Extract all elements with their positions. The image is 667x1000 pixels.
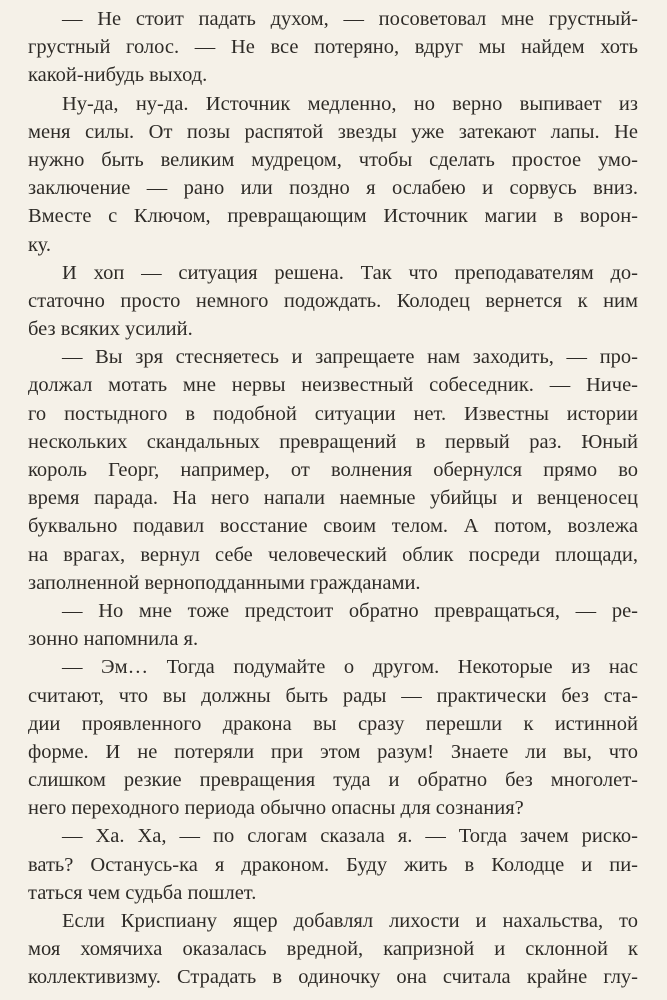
text-line: нескольких скандальных превращений в первый раз. Юный <box>28 430 638 453</box>
text-line: Если Криспиану ящер добавлял лихости и нахальства, то <box>62 910 638 932</box>
text-line: го постыдного в подобной ситуации нет. Известны истории <box>28 402 638 425</box>
text-line: — Не стоит падать духом, — посоветовал мне грустный- <box>62 8 638 30</box>
text-line: грустный голос. — Не все потеряно, вдруг мы найдем хоть <box>28 36 638 59</box>
text-line: считают, что вы должны быть рады — практически без ста- <box>28 684 638 707</box>
paragraph <box>28 653 638 822</box>
text-line: него переходного периода обычно опасны для сознания? <box>28 797 524 820</box>
text-line: таться чем судьба пошлет. <box>28 881 257 904</box>
paragraph <box>28 597 638 653</box>
text-line: без всяких усилий. <box>28 318 193 341</box>
text-line: статочно просто немного подождать. Колодец вернется к ним <box>28 289 638 312</box>
text-line: коллективизму. Страдать в одиночку она считала крайне глу- <box>28 966 638 989</box>
text-line: — Ха. Ха, — по слогам сказала я. — Тогда зачем риско- <box>62 825 638 848</box>
text-line: вать? Останусь-ка я драконом. Буду жить в Колодце и пи- <box>28 853 638 876</box>
text-line: меня силы. От позы распятой звезды уже затекают лапы. Не <box>28 120 638 143</box>
text-line: нужно быть великим мудрецом, чтобы сделать простое умо- <box>28 148 638 171</box>
text-line: буквально подавил восстание своим телом. А потом, возлежа <box>28 515 638 538</box>
text-line: какой-нибудь выход. <box>28 64 208 87</box>
text-line: король Георг, например, от волнения обернулся прямо во <box>28 459 638 481</box>
text-line: — Вы зря стесняетесь и запрещаете нам заходить, — про- <box>62 346 638 369</box>
text-line: — Эм… Тогда подумайте о другом. Некоторые из нас <box>62 656 638 679</box>
text-line: Вместе с Ключом, превращающим Источник магии в ворон- <box>28 205 638 228</box>
paragraph <box>28 5 638 90</box>
paragraph <box>28 259 638 344</box>
text-line: слишком резкие превращения туда и обратно без многолет- <box>28 769 638 792</box>
text-line: должал мотать мне нервы неизвестный собеседник. — Ниче- <box>28 374 638 397</box>
paragraph <box>28 907 638 992</box>
paragraph <box>28 822 638 907</box>
text-line: Ну-да, ну-да. Источник медленно, но верно выпивает из <box>62 92 638 115</box>
text-line: заключение — рано или поздно я ослабею и сорвусь вниз. <box>28 177 638 200</box>
text-line: — Но мне тоже предстоит обратно превращаться, — ре- <box>62 599 638 622</box>
text-line: на врагах, вернул себе человеческий облик посреди площади, <box>28 543 638 566</box>
paragraph <box>28 90 638 259</box>
text-line: время парада. На него напали наемные убийцы и венценосец <box>28 487 638 510</box>
text-line: заполненной верноподданными гражданами. <box>28 571 421 594</box>
text-line: зонно напомнила я. <box>28 628 199 651</box>
text-line: моя хомячиха оказалась вредной, капризной и склонной к <box>28 938 638 961</box>
text-line: И хоп — ситуация решена. Так что преподавателям до- <box>62 261 638 284</box>
text-line: ку. <box>28 233 51 256</box>
paragraph <box>28 343 638 597</box>
text-line: дии проявленного дракона вы сразу перешли к истинной <box>28 712 638 735</box>
text-line: форме. И не потеряли при этом разум! Знаете ли вы, что <box>28 740 638 763</box>
text-column <box>28 5 638 992</box>
